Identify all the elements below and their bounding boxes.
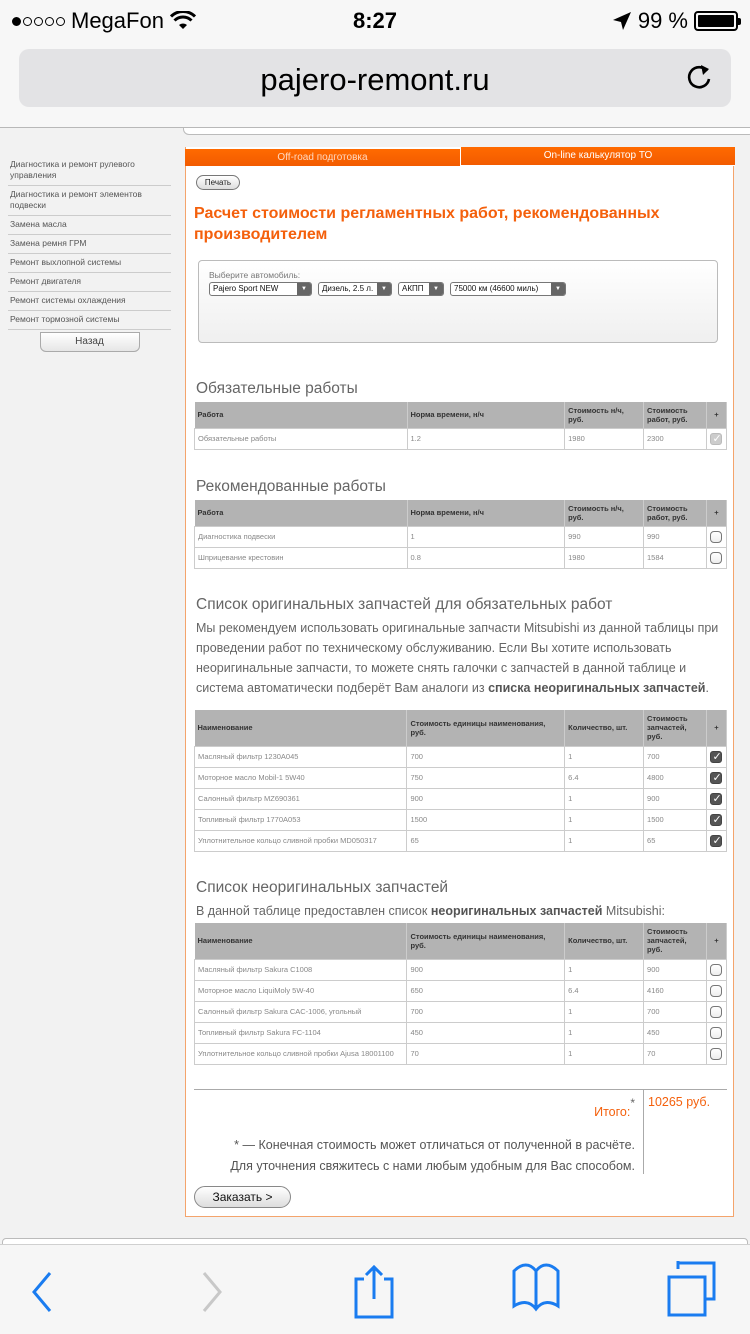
chevron-down-icon: ▼ bbox=[297, 283, 311, 295]
sidebar-item-brakes[interactable]: Ремонт тормозной системы bbox=[8, 311, 171, 330]
work-cost: 990 bbox=[644, 526, 707, 547]
mileage-select[interactable] bbox=[450, 282, 566, 296]
table-row bbox=[195, 547, 727, 568]
include-checkbox[interactable] bbox=[710, 835, 722, 847]
sidebar-item-engine[interactable]: Ремонт двигателя bbox=[8, 273, 171, 292]
table-row bbox=[195, 746, 727, 767]
tab-bar bbox=[185, 147, 735, 166]
part-qty: 1 bbox=[565, 809, 644, 830]
include-checkbox[interactable] bbox=[710, 552, 722, 564]
sidebar-item-exhaust[interactable]: Ремонт выхлопной системы bbox=[8, 254, 171, 273]
part-unit-cost: 900 bbox=[407, 788, 565, 809]
back-arrow-icon[interactable] bbox=[18, 1267, 68, 1317]
mandatory-table bbox=[194, 402, 727, 450]
part-name: Салонный фильтр Sakura CAC-1006, угольный bbox=[195, 1001, 407, 1022]
part-qty: 6.4 bbox=[565, 767, 644, 788]
part-qty: 1 bbox=[565, 746, 644, 767]
table-row bbox=[195, 959, 727, 980]
col-header: + bbox=[706, 500, 726, 526]
part-name: Салонный фильтр MZ690361 bbox=[195, 788, 407, 809]
part-unit-cost: 450 bbox=[407, 1022, 565, 1043]
calculator-panel bbox=[185, 147, 734, 1217]
table-row bbox=[195, 830, 727, 851]
page-title: Расчет стоимости регламентных работ, рекомендованных производителем bbox=[194, 205, 660, 243]
table-row bbox=[195, 526, 727, 547]
col-header: Количество, шт. bbox=[565, 710, 644, 746]
col-header: Стоимость единицы наименования, руб. bbox=[407, 710, 565, 746]
desc-text-end: . bbox=[705, 681, 709, 695]
total-label-text: Итого: bbox=[594, 1105, 631, 1120]
chevron-down-icon: ▼ bbox=[429, 283, 443, 295]
col-header: + bbox=[706, 402, 726, 428]
table-row bbox=[195, 428, 727, 449]
original-parts-description bbox=[196, 618, 726, 698]
part-unit-cost: 650 bbox=[407, 980, 565, 1001]
nonoriginal-parts-link[interactable]: списка неоригинальных запчастей bbox=[488, 681, 706, 695]
part-name: Уплотнительное кольцо сливной пробки MD050317 bbox=[195, 830, 407, 851]
table-row bbox=[195, 788, 727, 809]
total-label bbox=[594, 1096, 635, 1120]
desc-text-end: Mitsubishi: bbox=[602, 904, 665, 918]
col-header: Норма времени, н/ч bbox=[407, 500, 565, 526]
col-header: + bbox=[706, 710, 726, 746]
web-page bbox=[0, 128, 750, 1244]
part-unit-cost: 750 bbox=[407, 767, 565, 788]
part-qty: 1 bbox=[565, 1022, 644, 1043]
part-qty: 1 bbox=[565, 788, 644, 809]
price-disclaimer bbox=[185, 1135, 635, 1177]
nonoriginal-parts-heading: Список неоригинальных запчастей bbox=[196, 879, 449, 896]
total-section bbox=[194, 1089, 727, 1179]
work-name: Диагностика подвески bbox=[195, 526, 408, 547]
part-unit-cost: 65 bbox=[407, 830, 565, 851]
address-bar[interactable] bbox=[19, 49, 731, 107]
original-parts-table bbox=[194, 710, 727, 852]
status-bar bbox=[0, 0, 750, 40]
part-qty: 1 bbox=[565, 1043, 644, 1064]
forward-arrow-icon[interactable] bbox=[186, 1267, 236, 1317]
url-text[interactable]: pajero-remont.ru bbox=[260, 62, 490, 97]
table-row bbox=[195, 1043, 727, 1064]
work-cost: 1584 bbox=[644, 547, 707, 568]
part-unit-cost: 700 bbox=[407, 1001, 565, 1022]
work-name: Обязательные работы bbox=[195, 428, 408, 449]
part-qty: 1 bbox=[565, 1001, 644, 1022]
part-cost: 4800 bbox=[644, 767, 707, 788]
include-checkbox[interactable] bbox=[710, 964, 722, 976]
battery-icon bbox=[694, 11, 738, 31]
part-unit-cost: 70 bbox=[407, 1043, 565, 1064]
part-name: Моторное масло LiquiMoly 5W-40 bbox=[195, 980, 407, 1001]
work-hours: 0.8 bbox=[407, 547, 565, 568]
part-cost: 65 bbox=[644, 830, 707, 851]
model-select-value: Pajero Sport NEW bbox=[213, 284, 279, 293]
part-cost: 900 bbox=[644, 959, 707, 980]
col-header: Наименование bbox=[195, 923, 407, 959]
divider bbox=[643, 1090, 644, 1174]
col-header: Количество, шт. bbox=[565, 923, 644, 959]
clock: 8:27 bbox=[352, 8, 398, 33]
part-name: Топливный фильтр 1770A053 bbox=[195, 809, 407, 830]
part-qty: 1 bbox=[565, 959, 644, 980]
include-checkbox[interactable] bbox=[710, 1027, 722, 1039]
mileage-select-value: 75000 км (46600 миль) bbox=[454, 284, 539, 293]
mandatory-heading: Обязательные работы bbox=[196, 380, 358, 397]
include-checkbox[interactable] bbox=[710, 751, 722, 763]
original-parts-heading: Список оригинальных запчастей для обязательных работ bbox=[196, 596, 613, 613]
car-selector-label: Выберите автомобиль: bbox=[209, 270, 301, 280]
battery-percent: 99 % bbox=[637, 8, 688, 33]
col-header: Стоимость н/ч, руб. bbox=[565, 500, 644, 526]
desc-text: В данной таблице предоставлен список bbox=[196, 904, 431, 918]
tab-offroad[interactable]: Off-road подготовка bbox=[185, 149, 460, 166]
part-unit-cost: 1500 bbox=[407, 809, 565, 830]
tabs-icon[interactable] bbox=[666, 1261, 722, 1317]
total-value: 10265 руб. bbox=[648, 1095, 711, 1109]
part-name: Масляный фильтр 1230A045 bbox=[195, 746, 407, 767]
col-header: Наименование bbox=[195, 710, 407, 746]
desc-bold: неоригинальных запчастей bbox=[430, 904, 603, 918]
chevron-down-icon: ▼ bbox=[377, 283, 391, 295]
disclaimer-line-1: * — Конечная стоимость может отличаться от полученной в расчёте. bbox=[234, 1138, 635, 1152]
transmission-select-value: АКПП bbox=[402, 284, 424, 293]
sidebar-menu bbox=[8, 156, 171, 352]
part-unit-cost: 900 bbox=[407, 959, 565, 980]
work-rate: 1980 bbox=[565, 428, 644, 449]
engine-select-value: Дизель, 2.5 л. bbox=[322, 284, 374, 293]
recommended-table bbox=[194, 500, 727, 569]
car-selector bbox=[198, 260, 718, 343]
order-button[interactable]: Заказать > bbox=[194, 1186, 291, 1208]
part-qty: 6.4 bbox=[565, 980, 644, 1001]
part-cost: 900 bbox=[644, 788, 707, 809]
col-header: Стоимость работ, руб. bbox=[644, 500, 707, 526]
col-header: Стоимость запчастей, руб. bbox=[644, 923, 707, 959]
work-rate: 990 bbox=[565, 526, 644, 547]
browser-toolbar bbox=[0, 1244, 750, 1334]
nonoriginal-parts-description bbox=[196, 901, 726, 921]
table-row bbox=[195, 980, 727, 1001]
col-header: Норма времени, н/ч bbox=[407, 402, 565, 428]
part-cost: 700 bbox=[644, 1001, 707, 1022]
work-rate: 1980 bbox=[565, 547, 644, 568]
bookmarks-icon[interactable] bbox=[508, 1261, 564, 1317]
table-row bbox=[195, 767, 727, 788]
footnote-marker: * bbox=[630, 1096, 635, 1110]
include-checkbox[interactable] bbox=[710, 985, 722, 997]
include-checkbox[interactable] bbox=[710, 531, 722, 543]
table-row bbox=[195, 809, 727, 830]
tab-calculator[interactable]: On-line калькулятор ТО bbox=[461, 147, 735, 166]
work-name: Шприцевание крестовин bbox=[195, 547, 408, 568]
include-checkbox[interactable] bbox=[710, 1048, 722, 1060]
transmission-select[interactable] bbox=[398, 282, 444, 296]
col-header: + bbox=[706, 923, 726, 959]
work-cost: 2300 bbox=[644, 428, 707, 449]
desc-text: Мы рекомендуем использовать оригинальные запчасти Mitsubishi из данной таблицы при проведении работ по техническому обслуживанию. Если Вы хотите использовать неоригинальные запчасти, то можете снять галочки с запчастей в данной таблице и система автоматически подберёт Вам аналоги из bbox=[196, 621, 719, 695]
model-select[interactable] bbox=[209, 282, 312, 296]
back-button[interactable]: Назад bbox=[40, 332, 140, 352]
sidebar-item-steering[interactable]: Диагностика и ремонт рулевого управления bbox=[8, 156, 171, 186]
include-checkbox[interactable] bbox=[710, 772, 722, 784]
include-checkbox[interactable] bbox=[710, 1006, 722, 1018]
table-row bbox=[195, 1022, 727, 1043]
chevron-down-icon: ▼ bbox=[551, 283, 565, 295]
part-unit-cost: 700 bbox=[407, 746, 565, 767]
disclaimer-line-2: Для уточнения свяжитесь с нами любым удобным для Вас способом. bbox=[230, 1159, 635, 1173]
col-header: Стоимость запчастей, руб. bbox=[644, 710, 707, 746]
browser-chrome bbox=[0, 40, 750, 128]
include-checkbox[interactable] bbox=[710, 793, 722, 805]
location-arrow-icon bbox=[612, 11, 632, 31]
include-checkbox[interactable] bbox=[710, 814, 722, 826]
table-row bbox=[195, 1001, 727, 1022]
col-header: Стоимость работ, руб. bbox=[644, 402, 707, 428]
part-name: Топливный фильтр Sakura FC-1104 bbox=[195, 1022, 407, 1043]
reload-icon[interactable] bbox=[683, 61, 715, 93]
sidebar-item-oil-change[interactable]: Замена масла bbox=[8, 216, 171, 235]
work-hours: 1.2 bbox=[407, 428, 565, 449]
part-cost: 4160 bbox=[644, 980, 707, 1001]
col-header: Работа bbox=[195, 402, 408, 428]
print-button[interactable]: Печать bbox=[196, 175, 240, 190]
part-cost: 700 bbox=[644, 746, 707, 767]
engine-select[interactable] bbox=[318, 282, 392, 296]
share-icon[interactable] bbox=[349, 1263, 399, 1319]
part-cost: 70 bbox=[644, 1043, 707, 1064]
part-name: Масляный фильтр Sakura C1008 bbox=[195, 959, 407, 980]
recommended-heading: Рекомендованные работы bbox=[196, 478, 386, 495]
work-hours: 1 bbox=[407, 526, 565, 547]
carrier-name: MegaFon bbox=[71, 8, 164, 33]
part-name: Уплотнительное кольцо сливной пробки Ajusa 18001100 bbox=[195, 1043, 407, 1064]
col-header: Работа bbox=[195, 500, 408, 526]
col-header: Стоимость н/ч, руб. bbox=[565, 402, 644, 428]
part-qty: 1 bbox=[565, 830, 644, 851]
sidebar-item-timing-belt[interactable]: Замена ремня ГРМ bbox=[8, 235, 171, 254]
sidebar-item-suspension[interactable]: Диагностика и ремонт элементов подвески bbox=[8, 186, 171, 216]
nonoriginal-parts-table bbox=[194, 923, 727, 1065]
sidebar-item-cooling[interactable]: Ремонт системы охлаждения bbox=[8, 292, 171, 311]
include-checkbox bbox=[710, 433, 722, 445]
col-header: Стоимость единицы наименования, руб. bbox=[407, 923, 565, 959]
part-cost: 450 bbox=[644, 1022, 707, 1043]
part-cost: 1500 bbox=[644, 809, 707, 830]
part-name: Моторное масло Mobil-1 5W40 bbox=[195, 767, 407, 788]
